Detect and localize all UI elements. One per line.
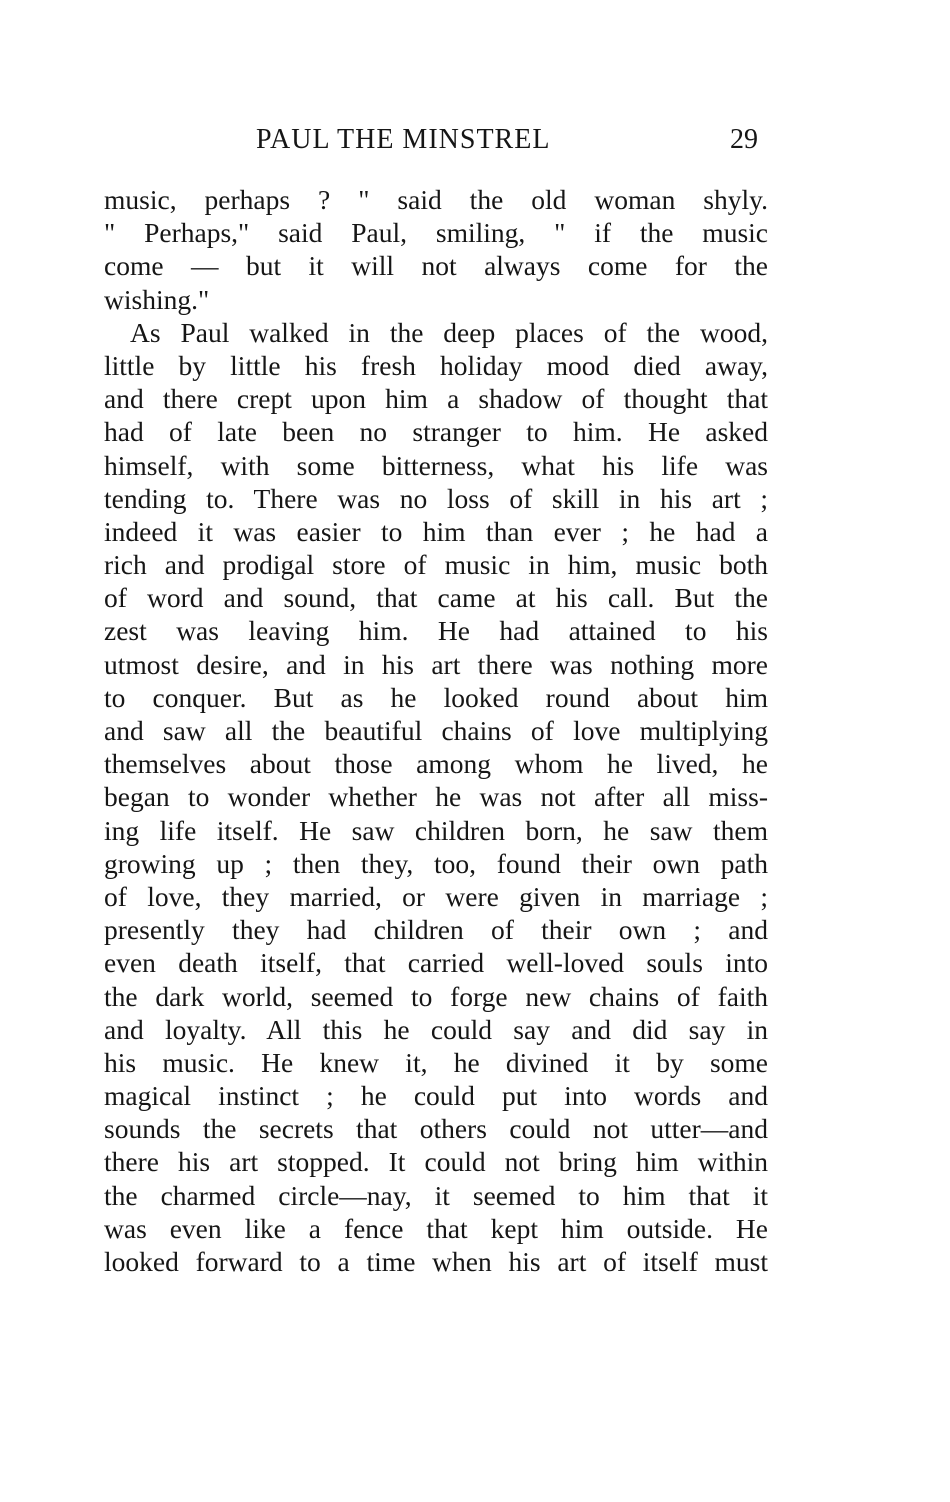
running-title: PAUL THE MINSTREL	[256, 124, 551, 155]
body-text	[104, 183, 768, 1278]
text-line: his music. He knew it, he divined it by some	[104, 1046, 768, 1078]
text-line: tending to. There was no loss of skill in his art ;	[104, 482, 768, 514]
text-line: magical instinct ; he could put into words and	[104, 1080, 768, 1112]
text-line: zest was leaving him. He had attained to his	[104, 615, 768, 647]
text-line: As Paul walked in the deep places of the wood,	[130, 316, 768, 348]
text-line: indeed it was easier to him than ever ; he had a	[104, 515, 768, 547]
text-line: the charmed circle—nay, it seemed to him that it	[104, 1179, 768, 1211]
text-line: himself, with some bitterness, what his life was	[104, 449, 768, 481]
text-line: come — but it will not always come for the	[104, 250, 768, 282]
text-line: there his art stopped. It could not bring him within	[104, 1146, 768, 1178]
text-line: and loyalty. All this he could say and did say in	[104, 1013, 768, 1045]
text-line: wishing."	[104, 283, 210, 315]
text-line: ing life itself. He saw children born, he saw them	[104, 814, 768, 846]
text-line: and saw all the beautiful chains of love multiplying	[104, 715, 768, 746]
text-line: the dark world, seemed to forge new chains of faith	[104, 980, 768, 1012]
text-line: to conquer. But as he looked round about him	[104, 681, 768, 713]
text-line: had of late been no stranger to him. He asked	[104, 416, 768, 448]
text-line: of word and sound, that came at his call. But the	[104, 582, 768, 614]
text-line: growing up ; then they, too, found their own path	[104, 847, 768, 879]
text-line: sounds the secrets that others could not utter—and	[104, 1113, 768, 1145]
text-line: presently they had children of their own ; and	[104, 914, 768, 946]
page-number: 29	[730, 124, 758, 155]
text-line: looked forward to a time when his art of itself must	[104, 1246, 768, 1277]
text-line: was even like a fence that kept him outside. He	[104, 1212, 768, 1244]
text-line: even death itself, that carried well-loved souls into	[104, 947, 768, 979]
text-line: of love, they married, or were given in marriage ;	[104, 880, 768, 912]
text-line: and there crept upon him a shadow of thought that	[104, 383, 768, 415]
text-line: themselves about those among whom he lived, he	[104, 748, 768, 780]
text-line: music, perhaps ? " said the old woman shyly.	[104, 184, 768, 215]
text-line: began to wonder whether he was not after all miss-	[104, 781, 768, 813]
text-line: rich and prodigal store of music in him, music both	[104, 549, 768, 581]
text-line: little by little his fresh holiday mood died away,	[104, 349, 768, 381]
text-line: utmost desire, and in his art there was nothing more	[104, 648, 768, 680]
text-line: " Perhaps," said Paul, smiling, " if the music	[104, 217, 768, 249]
